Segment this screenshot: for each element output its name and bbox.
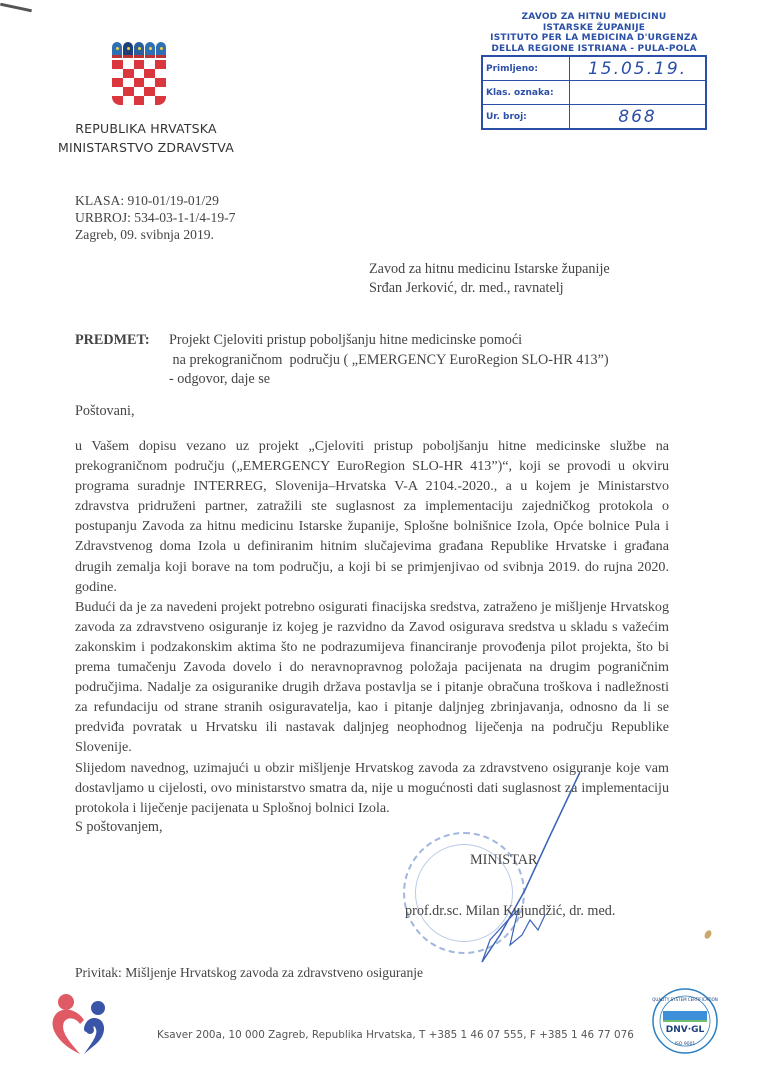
dnv-brand: DNV·GL — [665, 1025, 705, 1035]
stamp-org-line: ZAVOD ZA HITNU MEDICINU — [521, 12, 667, 22]
subject-line: Projekt Cjeloviti pristup poboljšanju hitne medicinske pomoći — [169, 332, 523, 348]
klasa: KLASA: 910-01/19-01/29 — [75, 193, 219, 208]
subject-text — [169, 331, 609, 390]
body-paragraph: Budući da je za navedeni projekt potrebno osigurati finacijska sredstva, zatraženo je mišljenje Hrvatskog zavoda za zdravstveno osiguranje iz kojeg je razvidno da Zavod osigurava sredstva u skladu s važećim zakonskim i podzakonskim aktima što ne podrazumijeva financiranje provođenja pilot projekta, što bi prema tumačenju Zavoda dovelo i do neravnopravnog položaja pacijenata na drugim pograničnim područjima. Nadalje za osiguranike drugih država postavlja se i pitanje obračuna troškova i nadležnosti za refundaciju od strane stranih osiguravatelja, kao i pitanje daljnjeg zbrinjavanja, odnosno da li se predviđa povratak u Hrvatsku ili nastavak daljnjeg neophodnog liječenja na području Republike Slovenije. — [75, 598, 669, 756]
stamp-row-number — [482, 105, 706, 130]
stamp-org — [478, 12, 710, 54]
stamp-received-date: 15.05.19. — [570, 56, 707, 81]
closing: S poštovanjem, — [75, 819, 163, 835]
stamp-label: Primljeno: — [482, 56, 570, 81]
stamp-row-received — [482, 56, 706, 81]
stamp-table — [481, 55, 707, 130]
signatory-name: prof.dr.sc. Milan Kujundžić, dr. med. — [405, 903, 616, 919]
received-stamp — [478, 12, 710, 130]
stamp-class-value — [570, 81, 707, 105]
stamp-row-class — [482, 81, 706, 105]
country-name: REPUBLIKA HRVATSKA — [75, 121, 217, 136]
scan-mark — [0, 3, 32, 13]
addressee-org: Zavod za hitnu medicinu Istarske županije — [369, 261, 610, 277]
attachment-note: Privitak: Mišljenje Hrvatskog zavoda za zdravstveno osiguranje — [75, 965, 424, 980]
stamp-label: Klas. oznaka: — [482, 81, 570, 105]
subject-line: na prekograničnom području ( „EMERGENCY EuroRegion SLO-HR 413”) — [169, 351, 609, 368]
stain — [703, 929, 713, 940]
addressee-person: Srđan Jerković, dr. med., ravnatelj — [369, 280, 564, 296]
letter-body — [75, 436, 669, 818]
subject-label: PREDMET: — [75, 332, 150, 348]
coat-checkerboard — [112, 60, 166, 105]
reference-block — [75, 192, 235, 243]
greeting: Poštovani, — [75, 403, 135, 419]
signatory-title: MINISTAR — [470, 852, 538, 868]
body-paragraph: Slijedom navednog, uzimajući u obzir mišljenje Hrvatskog zavoda za zdravstveno osiguranje koje vam dostavljamo u cijelosti, ovo ministarstvo smatra da, nije u mogućnosti dati suglasnost za implementaciju protokola i liječenje pacijenata u Splošnoj bolnici Izola. — [75, 759, 669, 816]
croatian-coat-of-arms — [112, 42, 166, 105]
stamp-org-line: ISTITUTO PER LA MEDICINA D'URGENZA — [490, 33, 698, 43]
ministry-heart-logo — [50, 992, 114, 1058]
ministry-name: MINISTARSTVO ZDRAVSTVA — [58, 140, 235, 155]
body-paragraph: u Vašem dopisu vezano uz projekt „Cjeloviti pristup poboljšanju hitne medicinske službe na prekograničnom području („EMERGENCY EuroRegion SLO-HR 413”)“, koji se provodi u okviru programa suradnje INTERREG, Slovenija–Hrvatska V-A 2104.-2020., a u kojem je Ministarstvo zdravstva pridruženi partner, zatražili ste suglasnost za implementaciju zajedničkog protokola o postupanju Zavoda za hitnu medicinu Istarske županije, Splošne bolnišnice Izola, Opće bolnice Pula i Zdravstvenog doma Izola u definiranim hitnim slučajevima građana Republike Hrvatske i građana drugih zemalja koji borave na tom području, a koji bi se primjenjivao od svibnja 2019. do rujna 2020. godine. — [75, 438, 669, 595]
place-date: Zagreb, 09. svibnja 2019. — [75, 227, 214, 242]
dnv-gl-certification-badge — [651, 987, 719, 1055]
signature — [430, 770, 590, 970]
footer-address: Ksaver 200a, 10 000 Zagreb, Republika Hrvatska, T +385 1 46 07 555, F +385 1 46 77 076 — [157, 1029, 634, 1041]
addressee — [369, 260, 610, 298]
urbroj: URBROJ: 534-03-1-1/4-19-7 — [75, 210, 236, 225]
stamp-number-value: 868 — [570, 105, 707, 130]
stamp-org-line: ISTARSKE ŽUPANIJE — [542, 22, 646, 33]
subject-line: - odgovor, daje se — [169, 371, 271, 387]
dnv-standard: ISO 9001 — [674, 1042, 696, 1047]
coat-crown — [112, 42, 166, 58]
stamp-org-line: DELLA REGIONE ISTRIANA - PULA-POLA — [491, 43, 697, 54]
ministry-header — [58, 119, 234, 157]
stamp-label: Ur. broj: — [482, 105, 570, 130]
dnv-ring-text: QUALITY SYSTEM CERTIFICATION — [652, 997, 718, 1002]
